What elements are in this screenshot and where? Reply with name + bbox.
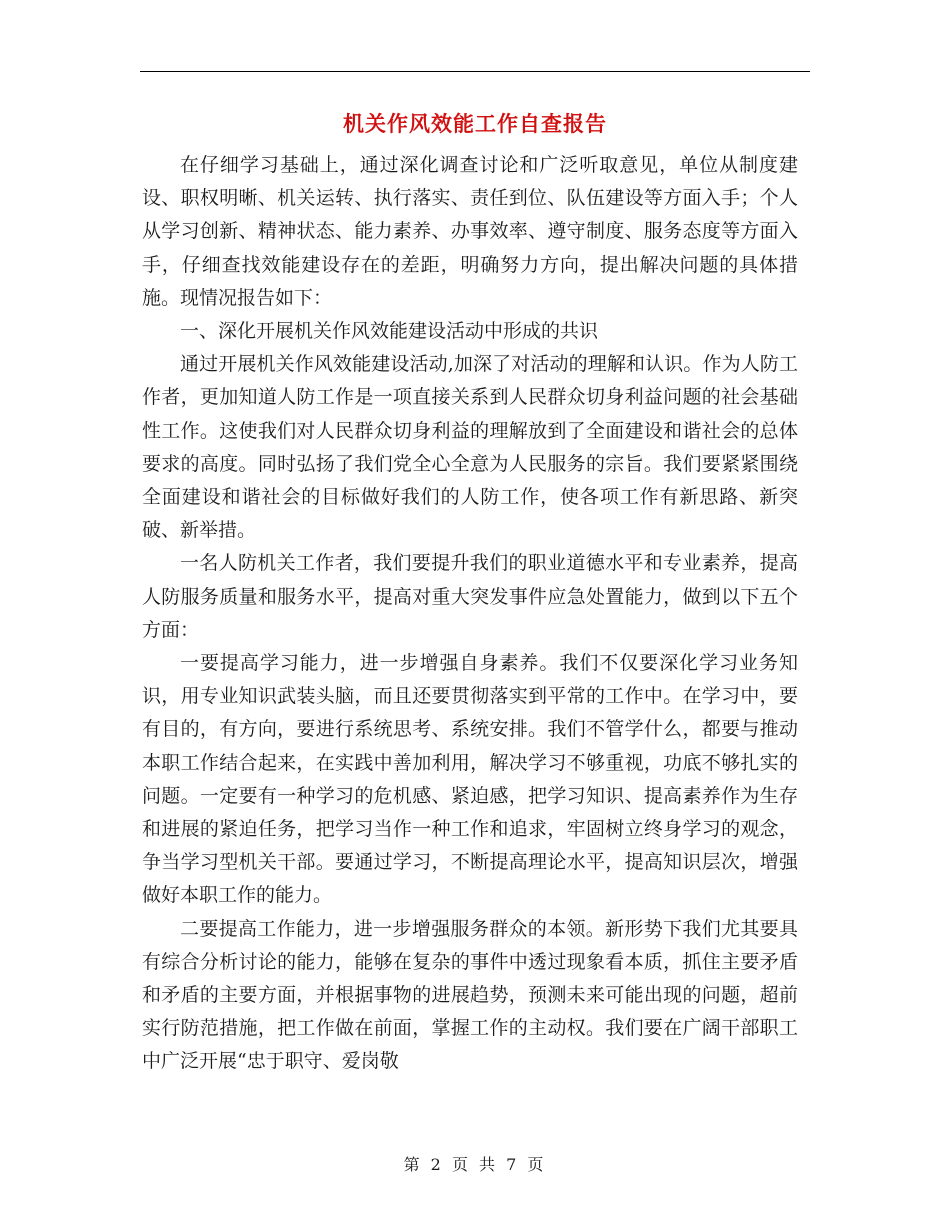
header-rule: [140, 71, 810, 72]
paragraph-intro: 在仔细学习基础上，通过深化调查讨论和广泛听取意见，单位从制度建设、职权明晰、机关运转、执行落实、责任到位、队伍建设等方面入手；个人从学习创新、精神状态、能力素养、办事效率、遵守制度、服务态度等方面入手，仔细查找效能建设存在的差距，明确努力方向，提出解决问题的具体措施。现情况报告如下：: [142, 154, 798, 309]
document-title: 机关作风效能工作自查报告: [343, 111, 607, 136]
document-body: [142, 149, 798, 1079]
page-number: 第 2 页 共 7 页: [403, 1155, 547, 1174]
paragraph-consensus: 通过开展机关作风效能建设活动,加深了对活动的理解和认识。作为人防工作者，更加知道人防工作是一项直接关系到人民群众切身利益问题的社会基础性工作。这使我们对人民群众切身利益的理解放到了全面建设和谐社会的总体要求的高度。同时弘扬了我们党全心全意为人民服务的宗旨。我们要紧紧围绕全面建设和谐社会的目标做好我们的人防工作，使各项工作有新思路、新突破、新举措。: [142, 353, 798, 542]
paragraph-work-ability: 二要提高工作能力，进一步增强服务群众的本领。新形势下我们尤其要具有综合分析讨论的能力，能够在复杂的事件中透过现象看本质，抓住主要矛盾和矛盾的主要方面，并根据事物的进展趋势，预测未来可能出现的问题，超前实行防范措施，把工作做在前面，掌握工作的主动权。我们要在广阔干部职工中广泛开展“忠于职守、爱岗敬: [142, 917, 798, 1073]
section-heading-1: 一、深化开展机关作风效能建设活动中形成的共识: [180, 320, 599, 343]
paragraph-five-aspects: 一名人防机关工作者，我们要提升我们的职业道德水平和专业素养，提高人防服务质量和服务水平，提高对重大突发事件应急处置能力，做到以下五个方面：: [142, 552, 798, 641]
paragraph-learning-ability: 一要提高学习能力，进一步增强自身素养。我们不仅要深化学习业务知识，用专业知识武装头脑，而且还要贯彻落实到平常的工作中。在学习中，要有目的，有方向，要进行系统思考、系统安排。我们不管学什么，都要与推动本职工作结合起来，在实践中善加利用，解决学习不够重视，功底不够扎实的问题。一定要有一种学习的危机感、紧迫感，把学习知识、提高素养作为生存和进展的紧迫任务，把学习当作一种工作和追求，牢固树立终身学习的观念，争当学习型机关干部。要通过学习，不断提高理论水平，提高知识层次，增强做好本职工作的能力。: [142, 652, 798, 907]
